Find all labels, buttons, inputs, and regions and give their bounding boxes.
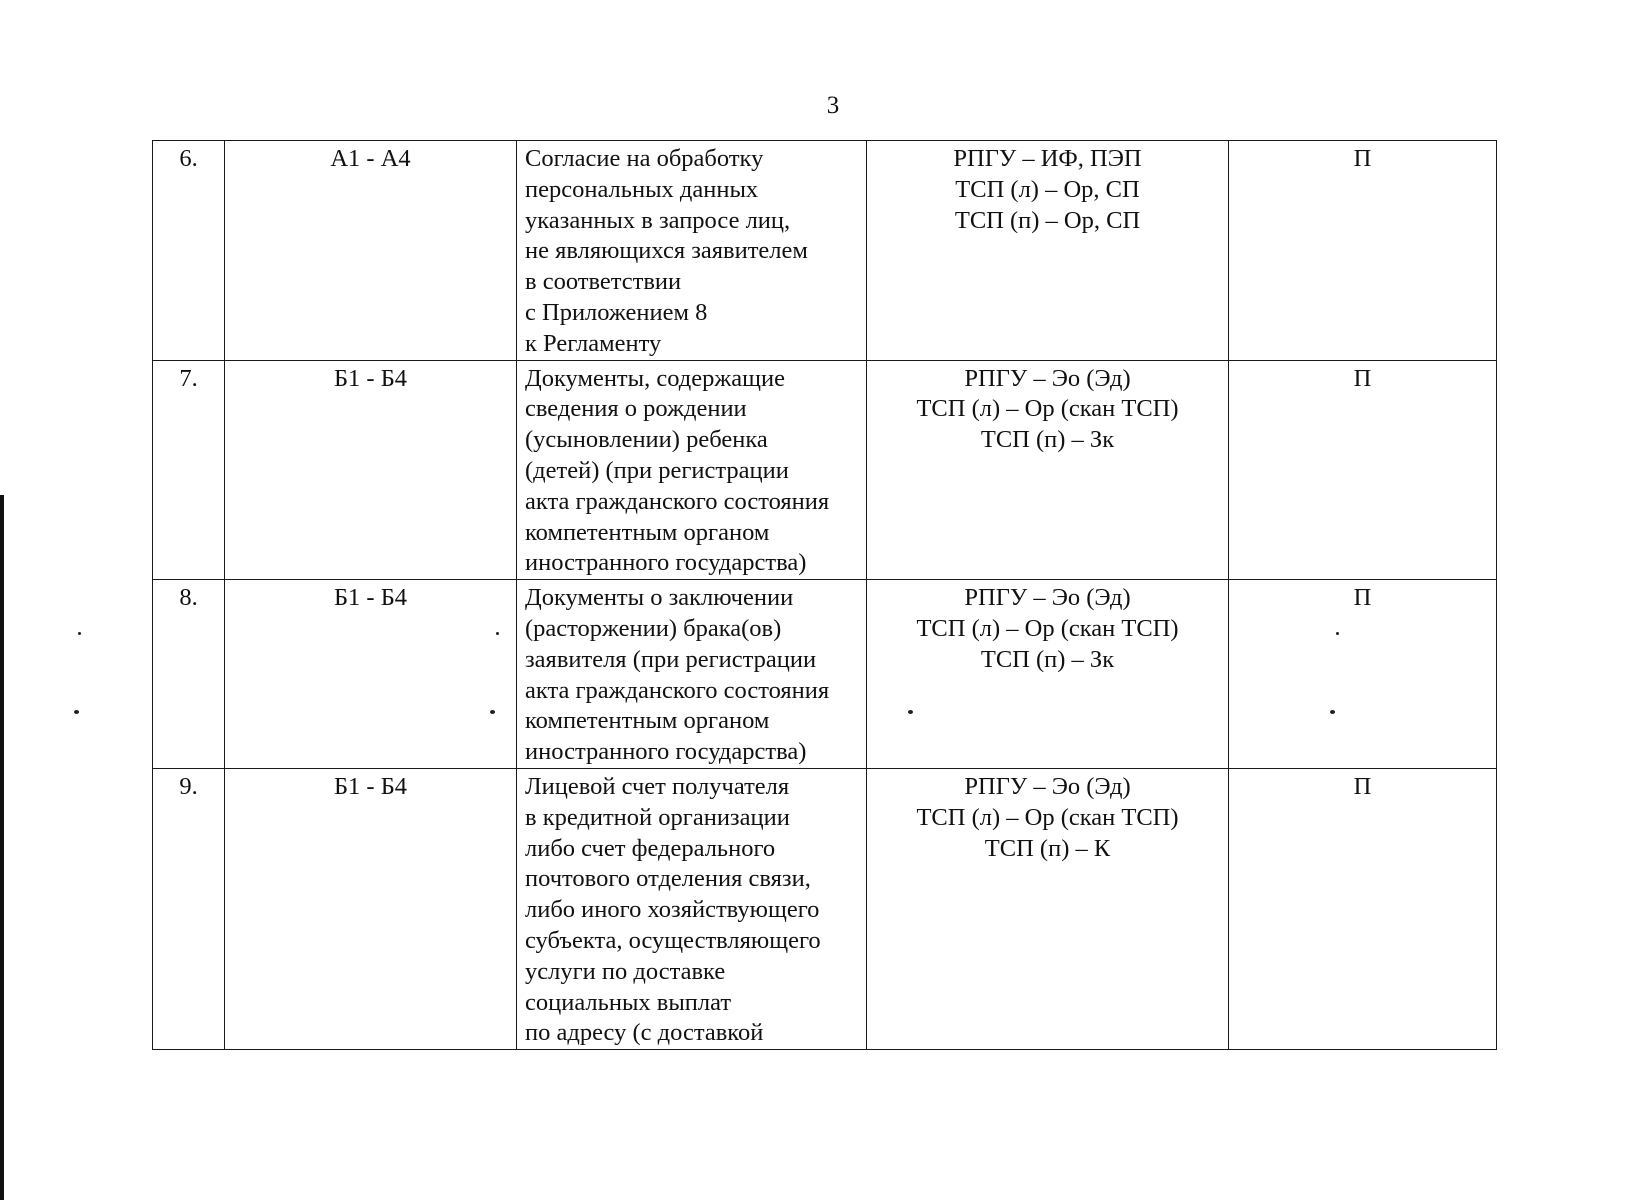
scan-speck (490, 710, 495, 714)
submission-format (867, 141, 1229, 361)
format-line: РПГУ – Эо (Эд) (964, 584, 1131, 612)
description-line: по адресу (с доставкой (525, 1019, 764, 1047)
scan-speck (1336, 632, 1339, 635)
description-line: Документы, содержащие (525, 364, 786, 392)
row-number: 8. (153, 580, 225, 769)
format-line: РПГУ – Эо (Эд) (964, 772, 1131, 800)
table-row (153, 360, 1497, 580)
description-line: сведения о рождении (525, 395, 747, 423)
description-line: заявителя (при регистрации (525, 645, 817, 673)
description-line: не являющихся заявителем (525, 237, 808, 265)
row-number: 7. (153, 360, 225, 580)
description-line: иностранного государства) (525, 549, 807, 577)
description-line: компетентным органом (525, 707, 770, 735)
document-description (517, 580, 867, 769)
scan-edge-mark (0, 495, 4, 1200)
description-line: компетентным органом (525, 518, 770, 546)
category-code: Б1 - Б4 (225, 768, 517, 1049)
description-line: в соответствии (525, 268, 682, 296)
scan-speck (908, 710, 913, 714)
submission-format (867, 768, 1229, 1049)
row-number: 6. (153, 141, 225, 361)
description-line: услуги по доставке (525, 957, 726, 985)
description-line: (расторжении) брака(ов) (525, 614, 782, 642)
description-line: с Приложением 8 (525, 298, 708, 326)
format-line: ТСП (п) – Ор, СП (954, 206, 1141, 234)
format-line: РПГУ – Эо (Эд) (964, 364, 1131, 392)
scan-speck (496, 632, 499, 635)
document-type: П (1229, 141, 1497, 361)
format-line: ТСП (п) – К (984, 834, 1111, 862)
format-line: ТСП (л) – Ор (скан ТСП) (916, 803, 1179, 831)
description-line: Лицевой счет получателя (525, 772, 790, 800)
description-line: Согласие на обработку (525, 145, 764, 172)
description-line: либо иного хозяйствующего (525, 896, 820, 924)
description-line: Документы о заключении (525, 584, 794, 612)
description-line: персональных данных (525, 175, 759, 203)
document-type: П (1229, 580, 1497, 769)
table-row (153, 580, 1497, 769)
description-line: в кредитной организации (525, 803, 790, 831)
description-line: (детей) (при регистрации (525, 456, 789, 484)
description-line: социальных выплат (525, 988, 732, 1016)
description-line: указанных в запросе лиц, (525, 206, 791, 234)
category-code: Б1 - Б4 (225, 580, 517, 769)
category-code: Б1 - Б4 (225, 360, 517, 580)
description-line: либо счет федерального (525, 834, 776, 862)
description-line: (усыновлении) ребенка (525, 426, 768, 454)
description-line: акта гражданского состояния (525, 676, 830, 704)
documents-table (152, 140, 1497, 1050)
description-line: почтового отделения связи, (525, 865, 811, 893)
scan-speck (78, 632, 81, 635)
scan-speck (74, 710, 79, 714)
document-description (517, 768, 867, 1049)
document-type: П (1229, 360, 1497, 580)
submission-format (867, 580, 1229, 769)
description-line: субъекта, осуществляющего (525, 926, 821, 954)
scan-speck (1330, 710, 1335, 714)
format-line: ТСП (л) – Ор (скан ТСП) (916, 614, 1179, 642)
category-code: А1 - А4 (225, 141, 517, 361)
format-line: ТСП (п) – Зк (980, 426, 1115, 454)
format-line: РПГУ – ИФ, ПЭП (953, 145, 1142, 172)
table-row (153, 768, 1497, 1049)
row-number: 9. (153, 768, 225, 1049)
format-line: ТСП (л) – Ор (скан ТСП) (916, 395, 1179, 423)
document-description (517, 360, 867, 580)
submission-format (867, 360, 1229, 580)
description-line: иностранного государства) (525, 738, 807, 766)
document-description (517, 141, 867, 361)
table-row (153, 141, 1497, 361)
description-line: акта гражданского состояния (525, 487, 830, 515)
page-number: 3 (826, 92, 840, 119)
description-line: к Регламенту (525, 329, 662, 357)
format-line: ТСП (п) – Зк (980, 645, 1115, 673)
format-line: ТСП (л) – Ор, СП (955, 175, 1140, 203)
document-type: П (1229, 768, 1497, 1049)
